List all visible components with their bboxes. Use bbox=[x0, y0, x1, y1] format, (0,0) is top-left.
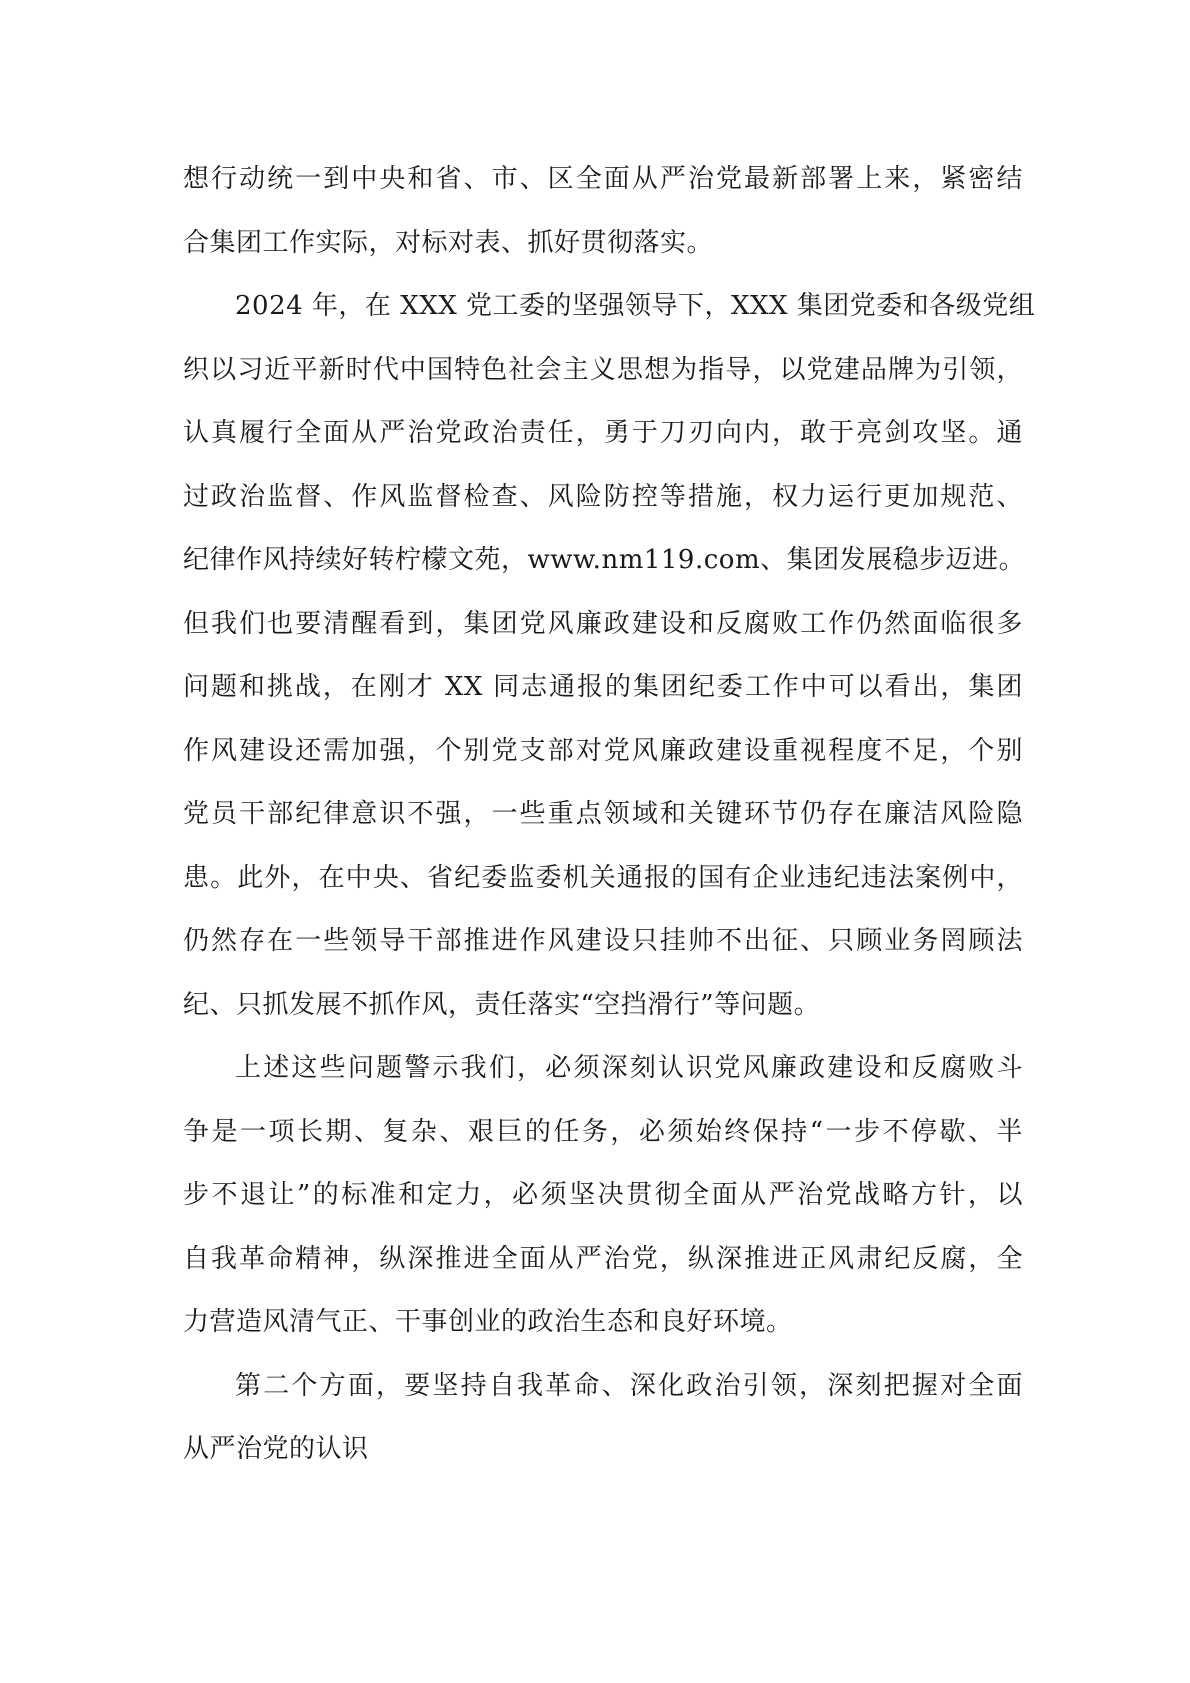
text-line: 想行动统一到中央和省、市、区全面从严治党最新部署上来，紧密结 bbox=[183, 164, 1023, 194]
text-line: 问题和挑战，在刚才 XX 同志通报的集团纪委工作中可以看出，集团 bbox=[183, 672, 1023, 702]
text-line: 步不退让”的标准和定力，必须坚决贯彻全面从严治党战略方针，以 bbox=[183, 1180, 1023, 1210]
text-line: 争是一项长期、复杂、艰巨的任务，必须始终保持“一步不停歇、半 bbox=[183, 1116, 1023, 1147]
text-line: 合集团工作实际，对标对表、抓好贯彻落实。 bbox=[183, 227, 714, 258]
text-line: 过政治监督、作风监督检查、风险防控等措施，权力运行更加规范、 bbox=[183, 481, 1023, 512]
text-line: 纪律作风持续好转柠檬文苑，www.nm119.com、集团发展稳步迈进。 bbox=[183, 545, 1026, 575]
document-body bbox=[183, 148, 1036, 1482]
text-line: 作风建设还需加强，个别党支部对党风廉政建设重视程度不足，个别 bbox=[183, 735, 1023, 766]
text-line: 纪、只抓发展不抓作风，责任落实“空挡滑行”等问题。 bbox=[183, 989, 821, 1020]
text-line: 第二个方面，要坚持自我革命、深化政治引领，深刻把握对全面 bbox=[235, 1370, 1023, 1401]
text-line: 织以习近平新时代中国特色社会主义思想为指导，以党建品牌为引领， bbox=[183, 354, 1023, 385]
text-line: 自我革命精神，纵深推进全面从严治党，纵深推进正风肃纪反腐，全 bbox=[183, 1243, 1023, 1274]
text-line: 力营造风清气正、干事创业的政治生态和良好环境。 bbox=[183, 1307, 793, 1337]
text-line: 2024 年，在 XXX 党工委的坚强领导下，XXX 集团党委和各级党组 bbox=[235, 291, 1036, 321]
text-line: 认真履行全面从严治党政治责任，勇于刀刃向内，敢于亮剑攻坚。通 bbox=[183, 418, 1023, 448]
text-line: 患。此外，在中央、省纪委监委机关通报的国有企业违纪违法案例中， bbox=[183, 862, 1023, 893]
text-line: 但我们也要清醒看到，集团党风廉政建设和反腐败工作仍然面临很多 bbox=[183, 608, 1023, 639]
text-line: 从严治党的认识 bbox=[183, 1434, 369, 1464]
text-line: 上述这些问题警示我们，必须深刻认识党风廉政建设和反腐败斗 bbox=[235, 1053, 1023, 1083]
text-line: 党员干部纪律意识不强，一些重点领域和关键环节仍存在廉洁风险隐 bbox=[183, 799, 1023, 829]
text-line: 仍然存在一些领导干部推进作风建设只挂帅不出征、只顾业务罔顾法 bbox=[183, 926, 1023, 956]
